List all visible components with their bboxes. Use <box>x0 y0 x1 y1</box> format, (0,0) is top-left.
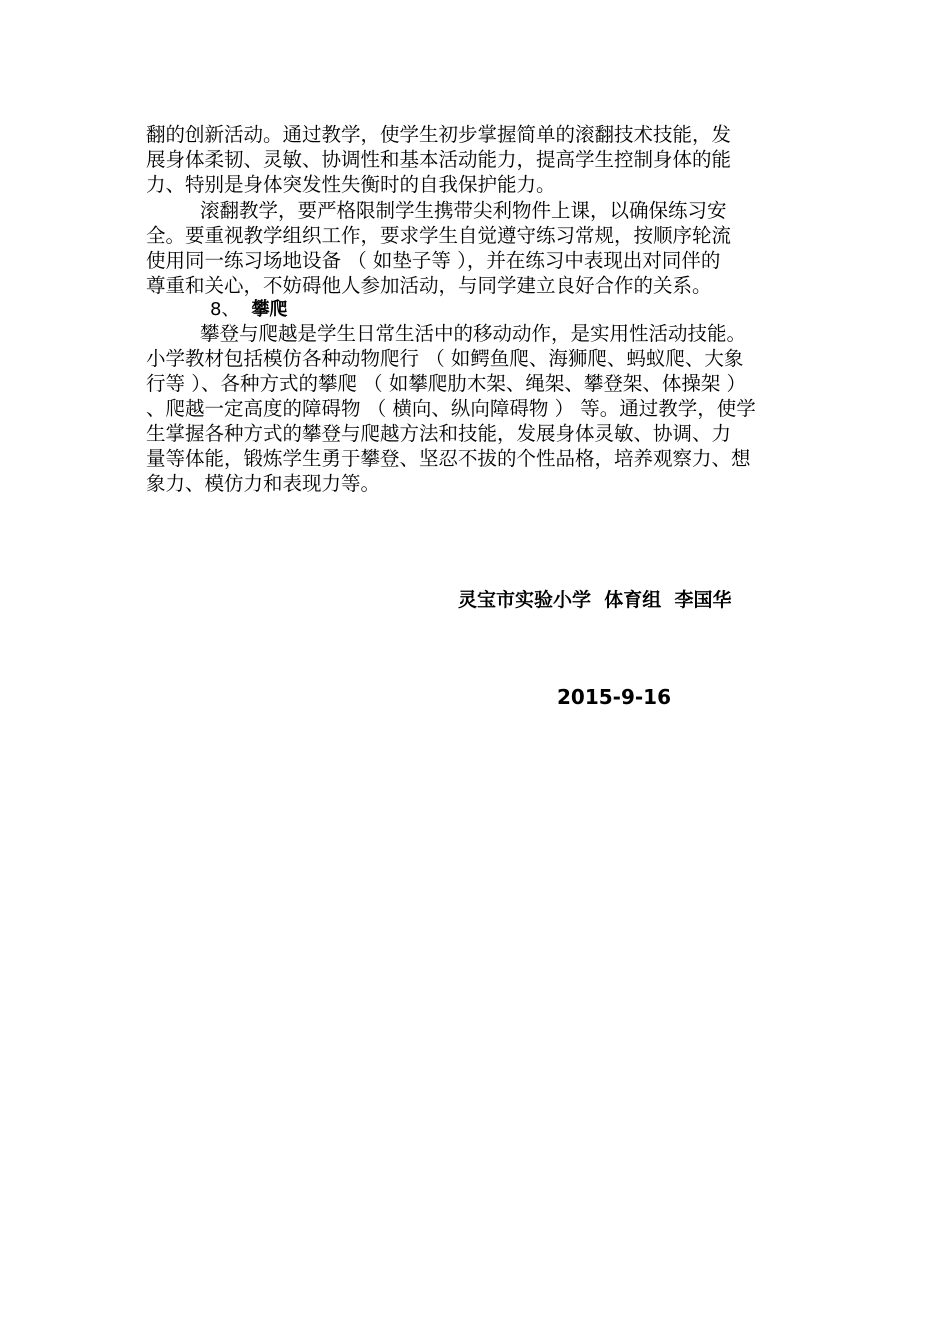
paragraph-climbing <box>146 321 826 496</box>
paragraph-line: 力、特别是身体突发性失衡时的自我保护能力。 <box>146 173 556 196</box>
paragraph-line: 量等体能，锻炼学生勇于攀登、坚忍不拔的个性品格，培养观察力、想 <box>146 447 751 470</box>
paragraph-line: 攀登与爬越是学生日常生活中的移动动作，是实用性活动技能。 <box>200 322 747 345</box>
paragraph-rolling-safety <box>146 198 826 298</box>
paragraph-line: 滚翻教学，要严格限制学生携带尖利物件上课，以确保练习安 <box>200 199 727 222</box>
paragraph-line: 尊重和关心，不妨碍他人参加活动，与同学建立良好合作的关系。 <box>146 274 712 297</box>
paragraph-line: 、爬越一定高度的障碍物 （ 横向、纵向障碍物 ） 等。通过教学，使学 <box>146 397 756 420</box>
section-heading-climbing <box>210 297 287 322</box>
paragraph-line: 生掌握各种方式的攀登与爬越方法和技能，发展身体灵敏、协调、力 <box>146 422 732 445</box>
paragraph-line: 行等 ）、各种方式的攀爬 （ 如攀爬肋木架、绳架、攀登架、体操架 ） <box>146 372 747 395</box>
paragraph-line: 象力、模仿力和表现力等。 <box>146 472 381 495</box>
paragraph-line: 使用同一练习场地设备 （ 如垫子等 ），并在练习中表现出对同伴的 <box>146 249 721 272</box>
paragraph-line: 展身体柔韧、灵敏、协调性和基本活动能力，提高学生控制身体的能 <box>146 148 732 171</box>
paragraph-line: 全。要重视教学组织工作，要求学生自觉遵守练习常规，按顺序轮流 <box>146 224 732 247</box>
author-signature: 灵宝市实验小学 体育组 李国华 <box>458 589 732 611</box>
section-title: 攀爬 <box>251 299 288 320</box>
paragraph-rolling-goals <box>146 122 826 197</box>
paragraph-line: 小学教材包括模仿各种动物爬行 （ 如鳄鱼爬、海狮爬、蚂蚁爬、大象 <box>146 347 744 370</box>
document-date: 2015-9-16 <box>557 685 672 709</box>
paragraph-line: 翻的创新活动。通过教学，使学生初步掌握简单的滚翻技术技能，发 <box>146 123 732 146</box>
section-number: 8、 <box>210 299 240 320</box>
